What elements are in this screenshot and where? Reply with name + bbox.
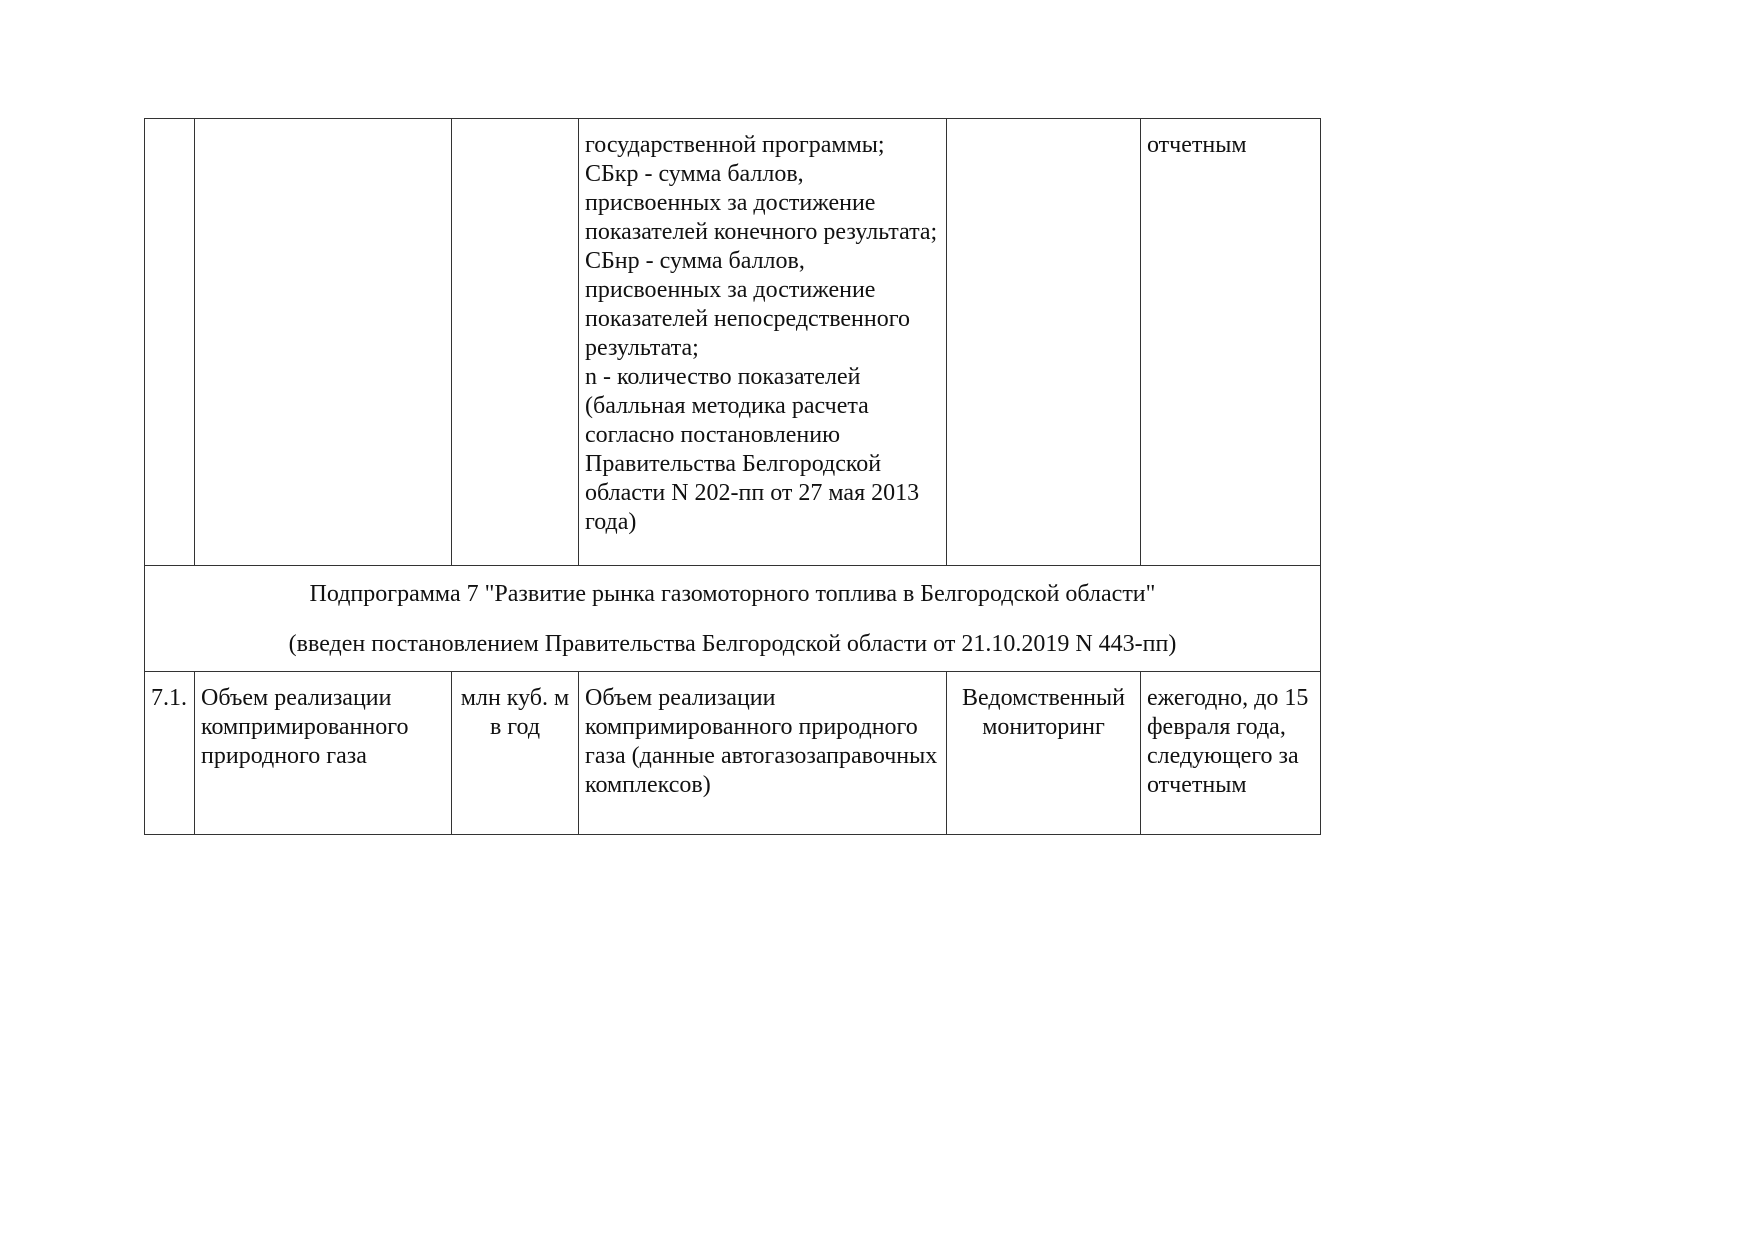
cell-unit: млн куб. м в год [452,672,579,835]
cell-source: Ведомственный мониторинг [947,672,1141,835]
subprogram-row [145,566,1321,672]
cell-number-empty [145,119,195,566]
cell-number: 7.1. [145,672,195,835]
cell-unit-empty [452,119,579,566]
subprogram-note: (введен постановлением Правительства Белгородской области от 21.10.2019 N 443-пп) [288,631,1177,657]
cell-source-empty [947,119,1141,566]
cell-indicator-empty [195,119,452,566]
subprogram-header-cell [145,566,1321,672]
cell-deadline: ежегодно, до 15 февраля года, следующего за отчетным [1141,672,1321,835]
cell-indicator: Объем реализации компримированного природного газа [195,672,452,835]
cell-deadline-tail: отчетным [1141,119,1321,566]
cell-formula-notes: государственной программы; СБкр - сумма баллов, присвоенных за достижение показателей конечного результата; СБнр - сумма баллов, присвоенных за достижение показателей непосредственного результата; n - количество показателей (балльная методика расчета согласно постановлению Правительства Белгородской области N 202-пп от 27 мая 2013 года) [579,119,947,566]
subprogram-title: Подпрограмма 7 "Развитие рынка газомоторного топлива в Белгородской области" [309,581,1156,607]
table-row [145,672,1321,835]
continuation-row [145,119,1321,566]
cell-method: Объем реализации компримированного природного газа (данные автогазозаправочных комплексов) [579,672,947,835]
indicators-table [144,118,1321,835]
